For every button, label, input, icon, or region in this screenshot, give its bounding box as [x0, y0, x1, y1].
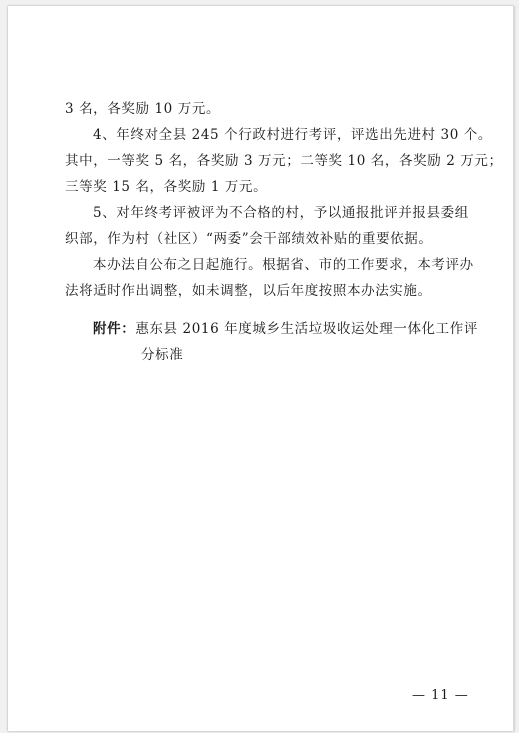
body-text: [65, 96, 503, 304]
body-line-7: 本办法自公布之日起施行。根据省、市的工作要求，本考评办: [93, 257, 474, 273]
page-number: — 11 —: [412, 688, 469, 703]
annex-title: 惠东县 2016 年度城乡生活垃圾收运处理一体化工作评: [135, 321, 478, 337]
document-page: [8, 6, 514, 731]
body-line-1: 3 名，各奖励 10 万元。: [65, 101, 221, 117]
annex-label: 附件：: [93, 321, 136, 337]
annex-line-2: 分标准: [141, 347, 184, 363]
annex-line-1: [93, 316, 493, 342]
body-line-3: 其中，一等奖 5 名，各奖励 3 万元；二等奖 10 名，各奖励 2 万元；: [65, 153, 503, 169]
body-line-6: 织部，作为村（社区）“两委”会干部绩效补贴的重要依据。: [65, 231, 433, 247]
body-line-4: 三等奖 15 名，各奖励 1 万元。: [65, 179, 268, 195]
body-line-2: 4、年终对全县 245 个行政村进行考评，评选出先进村 30 个。: [93, 127, 492, 143]
body-line-5: 5、对年终考评被评为不合格的村，予以通报批评并报县委组: [93, 205, 469, 221]
body-line-8: 法将适时作出调整，如未调整，以后年度按照本办法实施。: [65, 283, 432, 299]
annex: [93, 316, 493, 368]
